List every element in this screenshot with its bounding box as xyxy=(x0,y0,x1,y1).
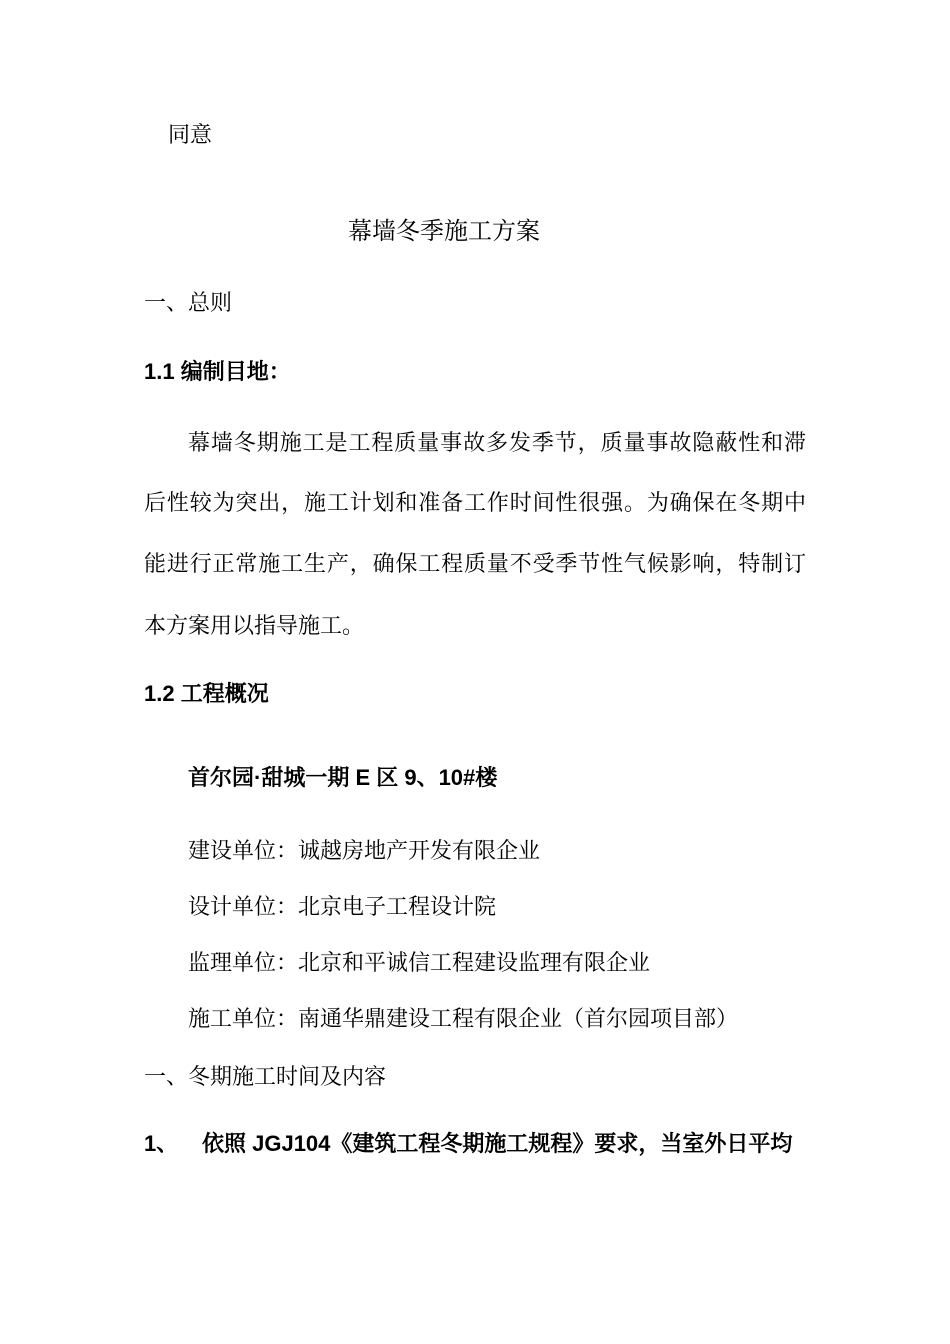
project-name: 首尔园·甜城一期 E 区 9、10#楼 xyxy=(188,765,498,790)
section-heading-general: 一、总则 xyxy=(144,291,233,316)
purpose-paragraph-line: 幕墙冬期施工是工程质量事故多发季节，质量事故隐蔽性和滞 xyxy=(188,431,806,456)
list-item-number: 1、 xyxy=(144,1131,179,1156)
section-heading-winter: 一、冬期施工时间及内容 xyxy=(144,1065,387,1090)
subheading-purpose: 1.1 编制目地： xyxy=(144,359,291,384)
designer-unit: 设计单位：北京电子工程设计院 xyxy=(188,895,497,920)
constructor-unit: 施工单位：南通华鼎建设工程有限企业（首尔园项目部） xyxy=(188,1007,739,1032)
document-title: 幕墙冬季施工方案 xyxy=(348,217,540,245)
builder-unit: 建设单位：诚越房地产开发有限企业 xyxy=(188,839,541,864)
list-item-text: 依照 JGJ104《建筑工程冬期施工规程》要求，当室外日平均 xyxy=(202,1131,793,1156)
purpose-paragraph-line: 本方案用以指导施工。 xyxy=(144,614,365,639)
supervisor-unit: 监理单位：北京和平诚信工程建设监理有限企业 xyxy=(188,951,651,976)
approval-text: 同意 xyxy=(168,123,213,148)
subheading-overview: 1.2 工程概况 xyxy=(144,681,269,706)
purpose-paragraph-line: 能进行正常施工生产，确保工程质量不受季节性气候影响，特制订 xyxy=(144,552,806,577)
purpose-paragraph-line: 后性较为突出，施工计划和准备工作时间性很强。为确保在冬期中 xyxy=(144,491,806,516)
